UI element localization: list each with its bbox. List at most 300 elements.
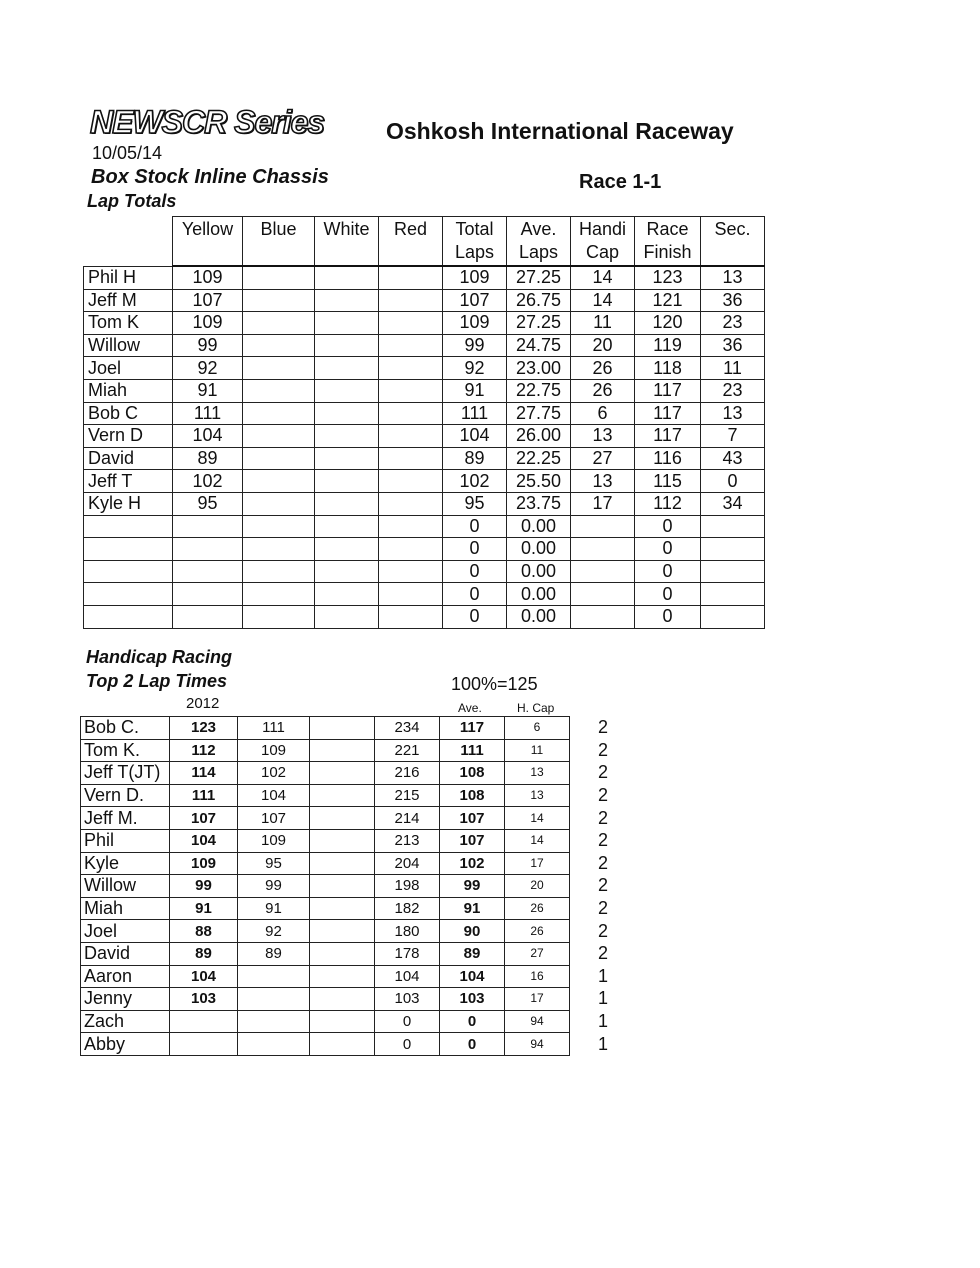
cell-yellow: 111 xyxy=(173,402,243,425)
cell-count: 2 xyxy=(598,830,609,851)
cell-c3 xyxy=(310,1010,375,1033)
cell-ave: 102 xyxy=(440,852,505,875)
cell-red xyxy=(379,605,443,628)
cell-hcap: 20 xyxy=(505,875,570,898)
table-row xyxy=(81,1033,630,1056)
cell-white xyxy=(315,402,379,425)
cell-name: Jeff M xyxy=(84,289,173,312)
percent-note: 100%=125 xyxy=(451,674,538,694)
cell-name: Jeff T xyxy=(84,470,173,493)
cell-blue xyxy=(243,402,315,425)
cell-total: 0 xyxy=(375,1010,440,1033)
table-row xyxy=(84,425,765,448)
cell-finish: 118 xyxy=(635,357,701,380)
cell-count: 1 xyxy=(598,988,609,1009)
cell-total: 0 xyxy=(443,538,507,561)
cell-red xyxy=(379,470,443,493)
column-header: Red xyxy=(379,217,443,267)
cell-t2 xyxy=(238,988,310,1011)
table-row xyxy=(81,920,630,943)
cell-handicap: 11 xyxy=(571,312,635,335)
cell-ave: 26.75 xyxy=(507,289,571,312)
cell-sec: 23 xyxy=(701,312,765,335)
cell-blue xyxy=(243,425,315,448)
column-header: Sec. xyxy=(701,217,765,267)
cell-handicap: 14 xyxy=(571,266,635,289)
cell-white xyxy=(315,357,379,380)
cell-name: Willow xyxy=(81,875,170,898)
cell-finish: 0 xyxy=(635,583,701,606)
cell-c3 xyxy=(310,762,375,785)
cell-red xyxy=(379,266,443,289)
cell-finish: 123 xyxy=(635,266,701,289)
cell-count: 2 xyxy=(598,807,609,828)
cell-sec: 0 xyxy=(701,470,765,493)
section-lap-totals: Lap Totals xyxy=(87,191,177,211)
cell-blue xyxy=(243,312,315,335)
cell-hcap: 14 xyxy=(505,829,570,852)
cell-count: 2 xyxy=(598,898,609,919)
cell-count: 2 xyxy=(598,739,609,760)
cell-ave: 0 xyxy=(440,1033,505,1056)
cell-ave: 0.00 xyxy=(507,605,571,628)
column-header: White xyxy=(315,217,379,267)
cell-total: 213 xyxy=(375,829,440,852)
cell-total: 204 xyxy=(375,852,440,875)
cell-t1 xyxy=(170,1033,238,1056)
cell-ave: 25.50 xyxy=(507,470,571,493)
cell-t2: 99 xyxy=(238,875,310,898)
cell-ave: 111 xyxy=(440,739,505,762)
cell-total: 102 xyxy=(443,470,507,493)
table-row xyxy=(81,784,630,807)
cell-total: 103 xyxy=(375,988,440,1011)
cell-blue xyxy=(243,560,315,583)
cell-t1: 112 xyxy=(170,739,238,762)
cell-t1: 123 xyxy=(170,717,238,740)
handicap-title: Handicap Racing xyxy=(86,647,233,667)
table-row xyxy=(81,942,630,965)
cell-ave: 22.75 xyxy=(507,379,571,402)
table-row xyxy=(84,266,765,289)
cell-yellow: 99 xyxy=(173,334,243,357)
cell-finish: 0 xyxy=(635,515,701,538)
cell-white xyxy=(315,334,379,357)
table-row xyxy=(84,538,765,561)
cell-sec xyxy=(701,538,765,561)
cell-ave: 107 xyxy=(440,807,505,830)
cell-ave: 0.00 xyxy=(507,583,571,606)
cell-hcap: 17 xyxy=(505,852,570,875)
cell-hcap: 14 xyxy=(505,807,570,830)
cell-total: 215 xyxy=(375,784,440,807)
cell-total: 180 xyxy=(375,920,440,943)
cell-red xyxy=(379,447,443,470)
table-row xyxy=(81,897,630,920)
cell-name: Jeff M. xyxy=(81,807,170,830)
cell-name xyxy=(84,538,173,561)
cell-total: 0 xyxy=(443,583,507,606)
cell-name: Willow xyxy=(84,334,173,357)
cell-c3 xyxy=(310,739,375,762)
cell-ave: 90 xyxy=(440,920,505,943)
cell-sec: 43 xyxy=(701,447,765,470)
cell-count: 2 xyxy=(598,762,609,783)
cell-sec: 7 xyxy=(701,425,765,448)
cell-finish: 121 xyxy=(635,289,701,312)
cell-c3 xyxy=(310,942,375,965)
cell-count: 1 xyxy=(598,1033,609,1054)
cell-sec xyxy=(701,515,765,538)
cell-sec: 36 xyxy=(701,289,765,312)
cell-hcap: 6 xyxy=(505,717,570,740)
cell-name: Abby xyxy=(81,1033,170,1056)
cell-yellow xyxy=(173,605,243,628)
cell-finish: 112 xyxy=(635,492,701,515)
table-row xyxy=(81,762,630,785)
cell-t2: 89 xyxy=(238,942,310,965)
cell-name xyxy=(84,515,173,538)
cell-white xyxy=(315,312,379,335)
cell-name: Phil H xyxy=(84,266,173,289)
cell-ave: 23.75 xyxy=(507,492,571,515)
cell-ave: 26.00 xyxy=(507,425,571,448)
cell-finish: 117 xyxy=(635,379,701,402)
cell-t2: 95 xyxy=(238,852,310,875)
cell-name: Bob C xyxy=(84,402,173,425)
cell-t2: 107 xyxy=(238,807,310,830)
header-blank xyxy=(84,217,173,267)
cell-sec: 13 xyxy=(701,266,765,289)
cell-finish: 0 xyxy=(635,538,701,561)
table-row xyxy=(84,605,765,628)
cell-finish: 115 xyxy=(635,470,701,493)
cell-white xyxy=(315,515,379,538)
cell-total: 95 xyxy=(443,492,507,515)
cell-hcap: 17 xyxy=(505,988,570,1011)
cell-count: 2 xyxy=(598,943,609,964)
cell-blue xyxy=(243,492,315,515)
series-logo: NEWSCR Series xyxy=(90,104,325,140)
table-row xyxy=(84,560,765,583)
cell-total: 216 xyxy=(375,762,440,785)
cell-total: 109 xyxy=(443,266,507,289)
table-row xyxy=(81,1010,630,1033)
cell-t2: 104 xyxy=(238,784,310,807)
cell-total: 198 xyxy=(375,875,440,898)
cell-blue xyxy=(243,447,315,470)
cell-t1 xyxy=(170,1010,238,1033)
cell-c3 xyxy=(310,807,375,830)
cell-blue xyxy=(243,583,315,606)
cell-yellow xyxy=(173,560,243,583)
cell-hcap: 16 xyxy=(505,965,570,988)
cell-red xyxy=(379,560,443,583)
class-name: Box Stock Inline Chassis xyxy=(91,166,329,188)
cell-t2: 91 xyxy=(238,897,310,920)
cell-ave: 27.25 xyxy=(507,266,571,289)
cell-name: Bob C. xyxy=(81,717,170,740)
cell-white xyxy=(315,470,379,493)
cell-ave: 108 xyxy=(440,784,505,807)
cell-t2: 102 xyxy=(238,762,310,785)
cell-c3 xyxy=(310,965,375,988)
cell-white xyxy=(315,492,379,515)
cell-ave: 22.25 xyxy=(507,447,571,470)
cell-count: 2 xyxy=(598,852,609,873)
cell-total: 0 xyxy=(443,515,507,538)
cell-handicap xyxy=(571,515,635,538)
cell-sec xyxy=(701,583,765,606)
cell-c3 xyxy=(310,1033,375,1056)
cell-blue xyxy=(243,334,315,357)
table-row xyxy=(84,334,765,357)
cell-name xyxy=(84,583,173,606)
cell-ave: 0.00 xyxy=(507,515,571,538)
cell-handicap xyxy=(571,560,635,583)
cell-red xyxy=(379,425,443,448)
cell-handicap: 26 xyxy=(571,379,635,402)
cell-sec: 11 xyxy=(701,357,765,380)
cell-yellow: 95 xyxy=(173,492,243,515)
cell-white xyxy=(315,447,379,470)
table-row xyxy=(81,988,630,1011)
cell-ave: 89 xyxy=(440,942,505,965)
cell-t2: 109 xyxy=(238,739,310,762)
cell-hcap: 27 xyxy=(505,942,570,965)
cell-ave: 27.25 xyxy=(507,312,571,335)
table-row xyxy=(81,829,630,852)
cell-white xyxy=(315,538,379,561)
cell-total: 182 xyxy=(375,897,440,920)
cell-white xyxy=(315,289,379,312)
table-row xyxy=(81,852,630,875)
cell-blue xyxy=(243,538,315,561)
cell-blue xyxy=(243,379,315,402)
cell-ave: 0 xyxy=(440,1010,505,1033)
table-row xyxy=(84,289,765,312)
cell-name: Jenny xyxy=(81,988,170,1011)
cell-blue xyxy=(243,266,315,289)
cell-hcap: 26 xyxy=(505,920,570,943)
cell-total: 99 xyxy=(443,334,507,357)
cell-hcap: 26 xyxy=(505,897,570,920)
table-row xyxy=(84,447,765,470)
table-row xyxy=(84,515,765,538)
cell-hcap: 13 xyxy=(505,784,570,807)
cell-ave: 117 xyxy=(440,717,505,740)
table-row xyxy=(81,875,630,898)
cell-ave: 23.00 xyxy=(507,357,571,380)
cell-name: Kyle H xyxy=(84,492,173,515)
cell-t1: 109 xyxy=(170,852,238,875)
cell-count: 2 xyxy=(598,717,609,738)
cell-handicap: 27 xyxy=(571,447,635,470)
cell-total: 107 xyxy=(443,289,507,312)
cell-total: 111 xyxy=(443,402,507,425)
cell-total: 221 xyxy=(375,739,440,762)
cell-finish: 116 xyxy=(635,447,701,470)
cell-sec: 13 xyxy=(701,402,765,425)
cell-total: 178 xyxy=(375,942,440,965)
table-row xyxy=(84,470,765,493)
cell-finish: 117 xyxy=(635,425,701,448)
cell-c3 xyxy=(310,852,375,875)
cell-ave: 104 xyxy=(440,965,505,988)
table-row xyxy=(81,739,630,762)
cell-c3 xyxy=(310,829,375,852)
cell-c3 xyxy=(310,784,375,807)
cell-red xyxy=(379,492,443,515)
cell-ave: 91 xyxy=(440,897,505,920)
cell-yellow: 89 xyxy=(173,447,243,470)
cell-name xyxy=(84,605,173,628)
cell-ave: 0.00 xyxy=(507,538,571,561)
hcap-label: H. Cap xyxy=(517,701,555,715)
cell-name: Miah xyxy=(84,379,173,402)
cell-blue xyxy=(243,515,315,538)
cell-ave: 99 xyxy=(440,875,505,898)
cell-sec: 36 xyxy=(701,334,765,357)
cell-white xyxy=(315,379,379,402)
cell-handicap xyxy=(571,538,635,561)
column-header: Race Finish xyxy=(635,217,701,267)
cell-t1: 107 xyxy=(170,807,238,830)
cell-total: 0 xyxy=(443,560,507,583)
cell-red xyxy=(379,402,443,425)
cell-blue xyxy=(243,289,315,312)
cell-sec xyxy=(701,560,765,583)
cell-finish: 0 xyxy=(635,605,701,628)
cell-name: Joel xyxy=(84,357,173,380)
cell-white xyxy=(315,560,379,583)
cell-yellow: 92 xyxy=(173,357,243,380)
cell-white xyxy=(315,583,379,606)
cell-c3 xyxy=(310,988,375,1011)
cell-c3 xyxy=(310,875,375,898)
cell-sec xyxy=(701,605,765,628)
cell-count: 2 xyxy=(598,920,609,941)
track-name: Oshkosh International Raceway xyxy=(386,118,734,144)
cell-red xyxy=(379,538,443,561)
cell-red xyxy=(379,583,443,606)
cell-t1: 89 xyxy=(170,942,238,965)
handicap-table xyxy=(80,716,630,1056)
cell-count: 2 xyxy=(598,785,609,806)
race-label: Race 1-1 xyxy=(579,171,662,193)
table-row xyxy=(81,717,630,740)
cell-ave: 107 xyxy=(440,829,505,852)
cell-red xyxy=(379,334,443,357)
cell-handicap: 13 xyxy=(571,470,635,493)
column-header: Total Laps xyxy=(443,217,507,267)
cell-total: 104 xyxy=(443,425,507,448)
cell-ave: 108 xyxy=(440,762,505,785)
cell-handicap: 6 xyxy=(571,402,635,425)
table-row xyxy=(84,492,765,515)
cell-name: David xyxy=(84,447,173,470)
cell-t2 xyxy=(238,1010,310,1033)
table-row xyxy=(84,583,765,606)
year-2012-label: 2012 xyxy=(186,695,220,712)
cell-handicap: 26 xyxy=(571,357,635,380)
cell-name: Aaron xyxy=(81,965,170,988)
cell-name: Joel xyxy=(81,920,170,943)
table-row xyxy=(81,965,630,988)
cell-total: 104 xyxy=(375,965,440,988)
cell-name: Jeff T(JT) xyxy=(81,762,170,785)
cell-handicap: 14 xyxy=(571,289,635,312)
cell-blue xyxy=(243,357,315,380)
cell-count: 1 xyxy=(598,965,609,986)
cell-total: 234 xyxy=(375,717,440,740)
cell-yellow xyxy=(173,515,243,538)
cell-total: 214 xyxy=(375,807,440,830)
cell-name: Tom K xyxy=(84,312,173,335)
cell-red xyxy=(379,515,443,538)
cell-yellow: 102 xyxy=(173,470,243,493)
cell-yellow: 109 xyxy=(173,266,243,289)
cell-ave: 0.00 xyxy=(507,560,571,583)
cell-handicap: 13 xyxy=(571,425,635,448)
cell-handicap xyxy=(571,583,635,606)
cell-name: Vern D. xyxy=(81,784,170,807)
cell-blue xyxy=(243,470,315,493)
cell-t1: 104 xyxy=(170,829,238,852)
cell-yellow: 104 xyxy=(173,425,243,448)
column-header: Handi Cap xyxy=(571,217,635,267)
cell-t1: 99 xyxy=(170,875,238,898)
cell-total: 91 xyxy=(443,379,507,402)
cell-yellow xyxy=(173,538,243,561)
cell-t2: 109 xyxy=(238,829,310,852)
cell-white xyxy=(315,605,379,628)
cell-blue xyxy=(243,605,315,628)
cell-total: 92 xyxy=(443,357,507,380)
cell-handicap: 20 xyxy=(571,334,635,357)
cell-t1: 114 xyxy=(170,762,238,785)
race-date: 10/05/14 xyxy=(92,143,163,163)
cell-finish: 120 xyxy=(635,312,701,335)
cell-t1: 111 xyxy=(170,784,238,807)
cell-name: Vern D xyxy=(84,425,173,448)
cell-red xyxy=(379,379,443,402)
table-row xyxy=(84,357,765,380)
cell-ave: 24.75 xyxy=(507,334,571,357)
cell-white xyxy=(315,266,379,289)
cell-t2: 92 xyxy=(238,920,310,943)
cell-t2 xyxy=(238,965,310,988)
column-header: Ave. Laps xyxy=(507,217,571,267)
cell-ave: 103 xyxy=(440,988,505,1011)
cell-red xyxy=(379,357,443,380)
cell-name: Kyle xyxy=(81,852,170,875)
lap-totals-table xyxy=(83,216,765,629)
cell-name: Zach xyxy=(81,1010,170,1033)
cell-yellow: 91 xyxy=(173,379,243,402)
cell-hcap: 94 xyxy=(505,1033,570,1056)
cell-t2: 111 xyxy=(238,717,310,740)
cell-total: 0 xyxy=(375,1033,440,1056)
cell-t1: 104 xyxy=(170,965,238,988)
ave-label: Ave. xyxy=(458,701,482,715)
cell-total: 109 xyxy=(443,312,507,335)
cell-t2 xyxy=(238,1033,310,1056)
cell-c3 xyxy=(310,920,375,943)
cell-name: Miah xyxy=(81,897,170,920)
cell-count: 2 xyxy=(598,875,609,896)
cell-sec: 23 xyxy=(701,379,765,402)
